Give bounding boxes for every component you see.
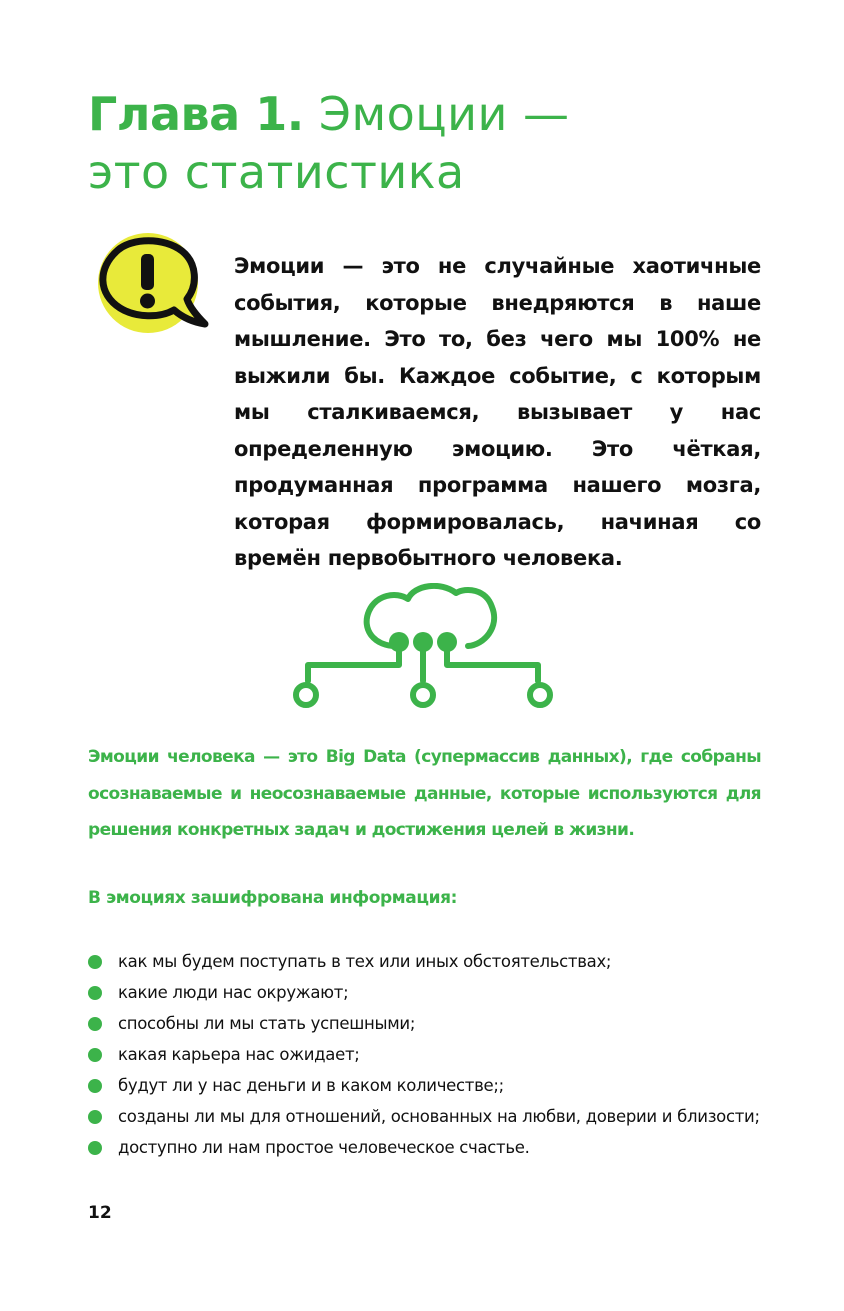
speech-bubble-exclamation-icon [88, 232, 214, 334]
bullet-dot-icon [88, 1079, 102, 1093]
list-item-text: как мы будем поступать в тех или иных обстоятельствах; [118, 952, 612, 971]
chapter-heading-line-1 [88, 85, 788, 143]
bullet-dot-icon [88, 1017, 102, 1031]
chapter-title-part-2: это статистика [88, 145, 465, 199]
list-item-text: какие люди нас окружают; [118, 983, 349, 1002]
bullet-dot-icon [88, 1110, 102, 1124]
info-subheading: В эмоциях зашифрована информация: [88, 888, 458, 908]
bullet-dot-icon [88, 986, 102, 1000]
list-item-text: доступно ли нам простое человеческое счастье. [118, 1138, 530, 1157]
list-item-text: созданы ли мы для отношений, основанных на любви, доверии и близости; [118, 1107, 760, 1126]
bullet-dot-icon [88, 955, 102, 969]
list-item [88, 1039, 768, 1070]
list-item-text: будут ли у нас деньги и в каком количестве;; [118, 1076, 504, 1095]
chapter-number: Глава 1. [88, 87, 304, 141]
list-item-text: какая карьера нас ожидает; [118, 1045, 360, 1064]
list-item [88, 1008, 768, 1039]
info-bullet-list [88, 946, 768, 1163]
intro-paragraph: Эмоции — это не случайные хаотичные события, которые внедряются в наше мышление. Это то, без чего мы 100% не выжили бы. Каждое событие, с которым мы сталкиваемся, вызывает у нас определенную эмоцию. Это чёткая, продуманная программа нашего мозга, которая формировалась, начиная со времён первобытного человека. [234, 254, 761, 570]
page-number: 12 [88, 1203, 112, 1223]
list-item [88, 1101, 768, 1132]
list-item [88, 977, 768, 1008]
big-data-highlight: Эмоции человека — это Big Data (супермассив данных), где собраны осознаваемые и неосознаваемые данные, которые используются для решения конкретных задач и достижения целей в жизни. [88, 747, 761, 840]
list-item-text: способны ли мы стать успешными; [118, 1014, 416, 1033]
chapter-heading [88, 85, 788, 201]
list-item [88, 1070, 768, 1101]
cloud-network-icon [286, 583, 562, 713]
bullet-dot-icon [88, 1141, 102, 1155]
chapter-title-part-1: Эмоции — [318, 87, 570, 141]
bullet-dot-icon [88, 1048, 102, 1062]
list-item [88, 946, 768, 977]
list-item [88, 1132, 768, 1163]
